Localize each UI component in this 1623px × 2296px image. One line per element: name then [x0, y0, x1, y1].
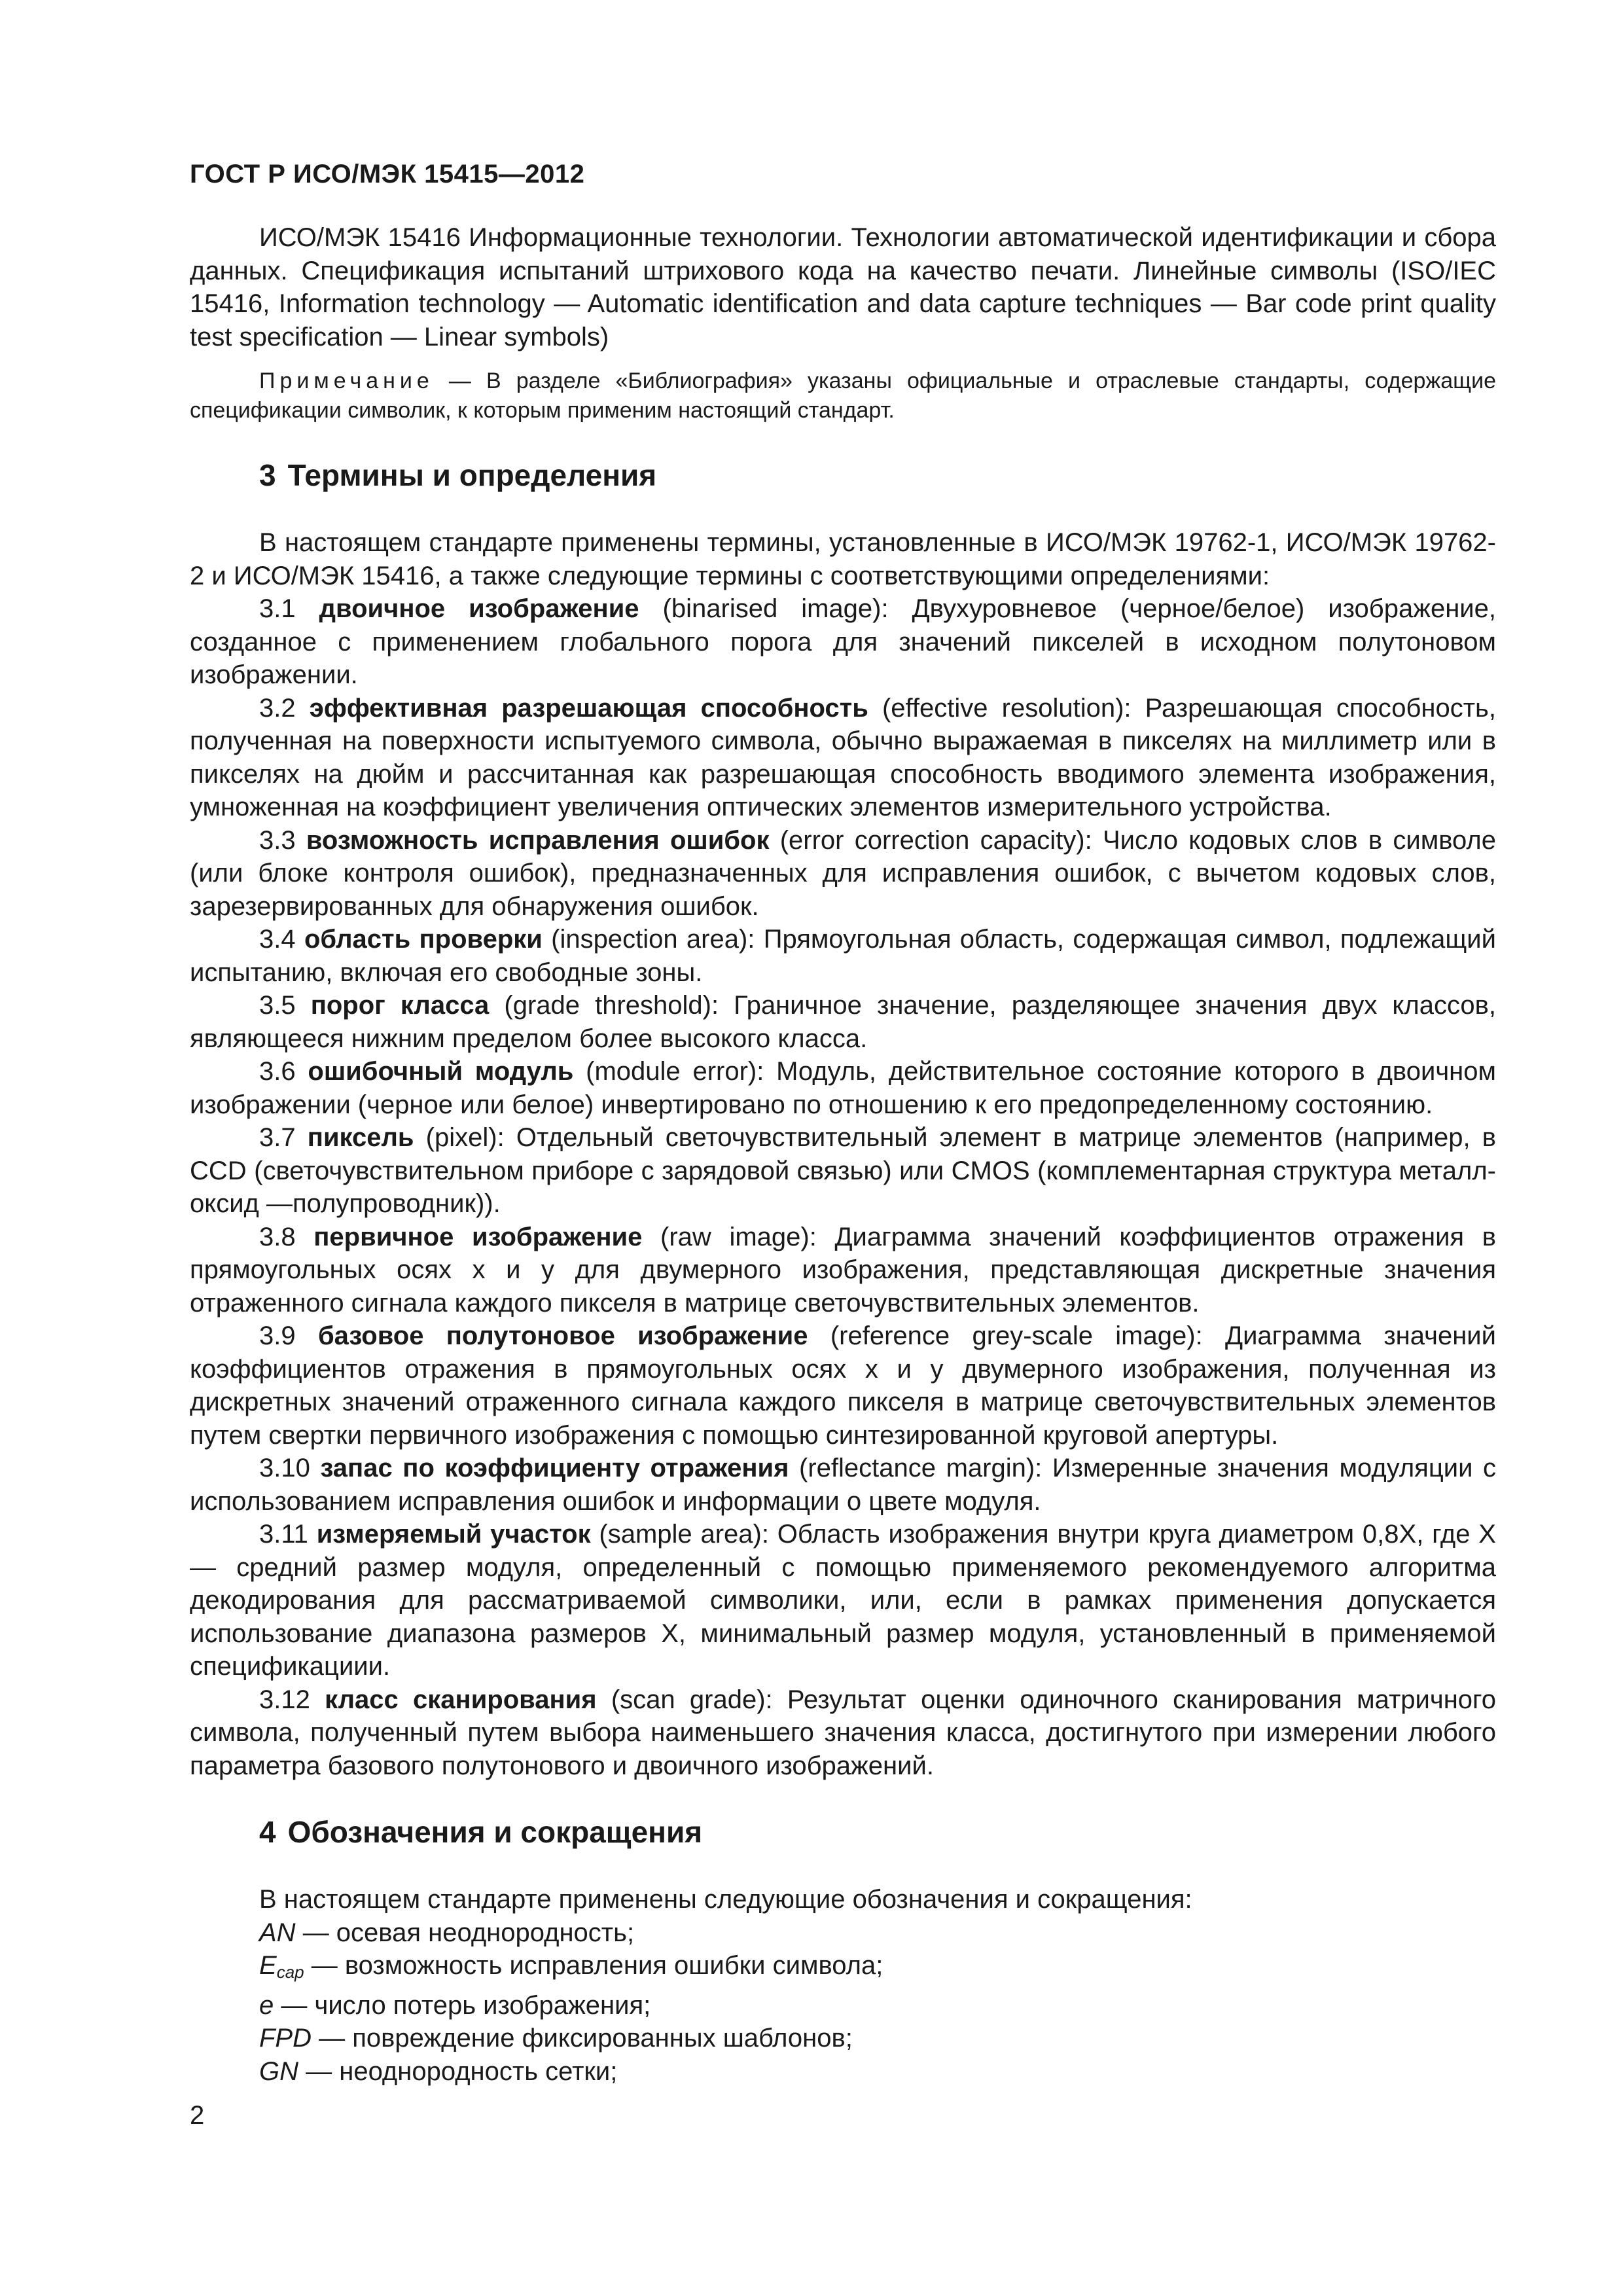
term-name: пиксель: [307, 1123, 414, 1152]
abbreviation-item: [190, 2022, 1496, 2055]
term-definition: [190, 592, 1496, 692]
term-definition: [190, 1055, 1496, 1121]
note-text: — В разделе «Библиография» указаны официальные и отраслевые стандарты, содержащие спецификации символик, к которым применим настоящий стандарт.: [190, 368, 1496, 423]
abbreviation-symbol: AN: [259, 1918, 296, 1947]
term-name: двоичное изображение: [319, 594, 639, 623]
term-name: первичное изображение: [313, 1222, 643, 1251]
term-name: измеряемый участок: [316, 1520, 591, 1549]
term-text: (raw image): Диаграмма значений коэффициентов отражения в прямоугольных осях x и y для двумерного изображения, представляющая дискретные значения отраженного сигнала каждого пикселя в матрице светочувствительных элементов.: [190, 1222, 1496, 1318]
term-definition: [190, 1518, 1496, 1683]
term-number: 3.5: [259, 991, 296, 1020]
term-text: (grade threshold): Граничное значение, разделяющее значения двух классов, являющееся нижним пределом более высокого класса.: [190, 991, 1496, 1053]
term-number: 3.4: [259, 925, 296, 954]
section-3-heading: [259, 457, 1496, 493]
abbreviation-symbol: E: [259, 1951, 277, 1980]
section-4-intro: В настоящем стандарте применены следующие обозначения и сокращения:: [259, 1885, 1192, 1914]
term-text: (inspection area): Прямоугольная область, содержащая символ, подлежащий испытанию, включая его свободные зоны.: [190, 925, 1496, 987]
section-3-number: 3: [259, 458, 276, 492]
term-definition: [190, 824, 1496, 924]
section-4-number: 4: [259, 1815, 276, 1849]
term-number: 3.6: [259, 1057, 296, 1086]
note: [190, 367, 1496, 425]
term-definition: [190, 1121, 1496, 1221]
term-definition: [190, 1221, 1496, 1320]
page-content: [190, 221, 1496, 2088]
term-text: (scan grade): Результат оценки одиночного сканирования матричного символа, полученный путем выбора наименьшего значения класса, достигнутого при измерении любого параметра базового полутонового и двоичного изображений.: [190, 1685, 1496, 1780]
section-3-intro: В настоящем стандарте применены термины, установленные в ИСО/МЭК 19762-1, ИСО/МЭК 19762-2 и ИСО/МЭК 15416, а также следующие термины с соответствующими определениями:: [190, 528, 1496, 590]
abbreviation-symbol: GN: [259, 2056, 298, 2086]
abbreviation-symbol: e: [259, 1990, 274, 2020]
term-definition: [190, 1319, 1496, 1452]
section-4-title: Обозначения и сокращения: [287, 1815, 703, 1849]
document-header: ГОСТ Р ИСО/МЭК 15415—2012: [190, 160, 585, 188]
term-name: ошибочный модуль: [308, 1057, 574, 1086]
term-text: (error correction capacity): Число кодовых слов в символе (или блоке контроля ошибок), предназначенных для исправления ошибок, с вычетом кодовых слов, зарезервированных для обнаружения ошибок.: [190, 825, 1496, 921]
term-definition: [190, 989, 1496, 1055]
term-text: (binarised image): Двухуровневое (черное/белое) изображение, созданное с применением глобального порога для значений пикселей в исходном полутоновом изображении.: [190, 594, 1496, 689]
term-name: класс сканирования: [325, 1685, 597, 1714]
term-text: (reflectance margin): Измеренные значения модуляции с использованием исправления ошибок и информации о цвете модуля.: [190, 1454, 1496, 1516]
abbreviation-item: [190, 2055, 1496, 2089]
term-number: 3.2: [259, 693, 296, 723]
term-definition: [190, 923, 1496, 989]
term-text: (pixel): Отдельный светочувствительный элемент в матрице элементов (например, в CCD (светочувствительном приборе с зарядовой связью) или CMOS (комплементарная структура металл-оксид —полупроводник)).: [190, 1123, 1496, 1218]
abbreviation-description: — число потерь изображения;: [274, 1990, 651, 2020]
section-4-heading: [259, 1814, 1496, 1850]
term-name: базовое полутоновое изображение: [317, 1321, 808, 1350]
term-number: 3.9: [259, 1321, 296, 1350]
term-text: (module error): Модуль, действительное состояние которого в двоичном изображении (черное или белое) инвертировано по отношению к его предопределенному состоянию.: [190, 1057, 1496, 1119]
term-definition: [190, 692, 1496, 824]
term-number: 3.11: [259, 1520, 308, 1549]
abbreviation-subscript: cap: [276, 1962, 304, 1982]
term-number: 3.7: [259, 1123, 296, 1152]
abbreviation-item: [190, 1949, 1496, 1989]
term-number: 3.12: [259, 1685, 310, 1714]
abbreviations-list: [190, 1916, 1496, 2089]
page-number: 2: [190, 2101, 205, 2130]
abbreviation-item: [190, 1916, 1496, 1950]
abbreviation-item: [190, 1989, 1496, 2022]
abbreviation-description: — осевая неоднородность;: [295, 1918, 635, 1947]
term-text: (effective resolution): Разрешающая способность, полученная на поверхности испытуемого символа, обычно выражаемая в пикселях на миллиметр или в пикселях на дюйм и рассчитанная как разрешающая способность вводимого элемента изображения, умноженная на коэффициент увеличения оптических элементов измерительного устройства.: [190, 693, 1497, 821]
term-definition: [190, 1683, 1496, 1783]
term-number: 3.10: [259, 1454, 310, 1482]
term-name: область проверки: [304, 925, 543, 954]
term-number: 3.8: [259, 1222, 296, 1251]
term-name: возможность исправления ошибок: [306, 825, 770, 855]
term-name: порог класса: [310, 991, 490, 1020]
abbreviation-description: — возможность исправления ошибки символа;: [304, 1951, 883, 1980]
term-name: запас по коэффициенту отражения: [320, 1454, 789, 1482]
term-number: 3.3: [259, 825, 296, 855]
terms-list: [190, 592, 1496, 1782]
term-text: (reference grey-scale image): Диаграмма значений коэффициентов отражения в прямоугольных осях x и y двумерного изображения, полученная из дискретных значений отраженного сигнала каждого пикселя в матрице светочувствительных элементов путем свертки первичного изображения с помощью синтезированной круговой апертуры.: [190, 1321, 1496, 1450]
term-definition: [190, 1452, 1496, 1518]
abbreviation-description: — повреждение фиксированных шаблонов;: [312, 2024, 853, 2053]
note-label: Примечание: [259, 368, 434, 393]
abbreviation-description: — неоднородность сетки;: [298, 2056, 618, 2086]
term-number: 3.1: [259, 594, 296, 623]
term-name: эффективная разрешающая способность: [309, 693, 868, 723]
normative-reference: ИСО/МЭК 15416 Информационные технологии. Технологии автоматической идентификации и сбора данных. Спецификация испытаний штрихового кода на качество печати. Линейные символы (ISO/IEC 15416, Information technology — Automatic identification and data capture techniques — Bar code print quality test specification — Linear symbols): [190, 223, 1496, 351]
term-text: (sample area): Область изображения внутри круга диаметром 0,8X, где X — средний размер модуля, определенный с помощью применяемого рекомендуемого алгоритма декодирования для рассматриваемой символики, или, если в рамках применения допускается использование диапазона размеров X, минимальный размер модуля, установленный в применяемой спецификациии.: [190, 1520, 1496, 1681]
section-3-title: Термины и определения: [287, 458, 657, 492]
abbreviation-symbol: FPD: [259, 2024, 312, 2053]
